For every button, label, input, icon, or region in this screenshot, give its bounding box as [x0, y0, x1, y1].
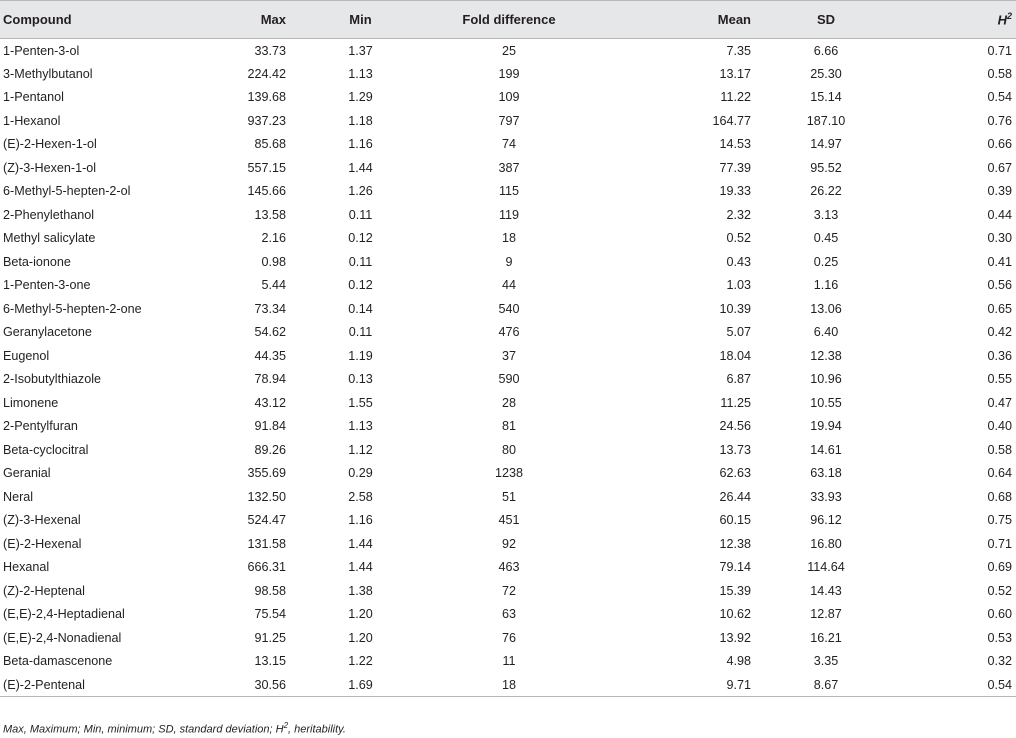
cell-max: 73.34 — [254, 301, 286, 316]
cell-mean: 18.04 — [719, 348, 751, 363]
cell-max: 44.35 — [254, 348, 286, 363]
cell-compound: 1-Pentanol — [3, 90, 64, 105]
cell-mean: 6.87 — [726, 372, 751, 387]
cell-sd: 15.14 — [810, 90, 842, 105]
cell-mean: 79.14 — [719, 560, 751, 575]
cell-compound: Hexanal — [3, 560, 50, 575]
cell-compound: 2-Phenylethanol — [3, 207, 95, 222]
cell-min: 1.20 — [348, 630, 373, 645]
cell-compound: 2-Pentylfuran — [3, 419, 78, 434]
cell-sd: 3.35 — [813, 654, 839, 669]
cell-heritability: 0.56 — [987, 278, 1012, 293]
cell-fold-difference: 28 — [501, 395, 516, 410]
cell-max: 91.25 — [254, 630, 286, 645]
table-row — [0, 485, 1016, 509]
table-row — [0, 391, 1016, 415]
cell-heritability: 0.44 — [987, 207, 1012, 222]
cell-max: 557.15 — [247, 160, 286, 175]
cell-min: 0.13 — [348, 372, 373, 387]
table-row — [0, 650, 1016, 674]
footnote-text-1: Max, Maximum; Min, minimum; SD, standard deviation; H — [3, 723, 284, 736]
cell-mean: 11.22 — [720, 90, 751, 105]
cell-fold-difference: 72 — [501, 583, 516, 598]
cell-compound: 2-Isobutylthiazole — [3, 372, 102, 387]
cell-sd: 63.18 — [810, 466, 842, 481]
cell-sd: 16.80 — [810, 536, 842, 551]
table-row — [0, 603, 1016, 627]
cell-mean: 7.35 — [726, 43, 751, 58]
cell-compound: (E,E)-2,4-Heptadienal — [3, 607, 125, 622]
cell-mean: 4.98 — [726, 654, 751, 669]
cell-mean: 0.52 — [726, 231, 751, 246]
cell-heritability: 0.41 — [987, 254, 1012, 269]
cell-compound: Methyl salicylate — [3, 231, 96, 246]
cell-mean: 77.39 — [719, 160, 751, 175]
table-row — [0, 415, 1016, 439]
cell-min: 0.11 — [348, 254, 373, 269]
cell-mean: 15.39 — [719, 583, 751, 598]
table-row — [0, 509, 1016, 533]
cell-max: 5.44 — [261, 278, 286, 293]
cell-min: 1.44 — [348, 160, 373, 175]
cell-heritability: 0.55 — [987, 372, 1012, 387]
cell-heritability: 0.40 — [987, 419, 1012, 434]
table-row — [0, 673, 1016, 697]
cell-max: 85.68 — [254, 137, 286, 152]
cell-fold-difference: 92 — [501, 536, 516, 551]
cell-compound: (E,E)-2,4-Nonadienal — [3, 630, 122, 645]
header-compound: Compound — [0, 1, 190, 39]
cell-sd: 6.40 — [813, 325, 839, 340]
cell-heritability: 0.54 — [897, 673, 1016, 697]
header-max: Max — [190, 1, 290, 39]
cell-max: 30.56 — [190, 673, 290, 697]
cell-fold-difference: 80 — [501, 442, 516, 457]
cell-sd: 14.43 — [810, 583, 842, 598]
cell-heritability: 0.58 — [987, 66, 1012, 81]
cell-heritability: 0.69 — [987, 560, 1012, 575]
cell-heritability: 0.58 — [987, 442, 1012, 457]
cell-fold-difference: 797 — [498, 113, 520, 128]
cell-heritability: 0.67 — [987, 160, 1012, 175]
cell-mean: 2.32 — [726, 207, 751, 222]
cell-sd: 8.67 — [755, 673, 897, 697]
cell-fold-difference: 590 — [498, 372, 520, 387]
cell-compound: Geranial — [3, 466, 51, 481]
cell-fold-difference: 11 — [502, 654, 516, 669]
cell-max: 89.26 — [254, 442, 286, 457]
cell-compound: (Z)-3-Hexenal — [3, 513, 81, 528]
cell-min: 1.13 — [348, 419, 373, 434]
table-row — [0, 133, 1016, 157]
cell-min: 0.12 — [348, 278, 373, 293]
cell-max: 937.23 — [247, 113, 286, 128]
cell-min: 0.29 — [348, 466, 373, 481]
cell-min: 1.69 — [290, 673, 431, 697]
table-body — [0, 39, 1016, 697]
cell-max: 524.47 — [247, 513, 286, 528]
cell-fold-difference: 119 — [498, 207, 520, 222]
cell-compound: Neral — [3, 489, 34, 504]
cell-heritability: 0.65 — [987, 301, 1012, 316]
cell-sd: 114.64 — [807, 560, 845, 575]
table-row — [0, 556, 1016, 580]
cell-min: 1.16 — [348, 513, 373, 528]
cell-compound: (Z)-3-Hexen-1-ol — [3, 160, 97, 175]
cell-sd: 16.21 — [810, 630, 842, 645]
cell-sd: 12.38 — [810, 348, 842, 363]
cell-mean: 62.63 — [719, 466, 751, 481]
table-row — [0, 62, 1016, 86]
cell-max: 145.66 — [247, 184, 286, 199]
cell-min: 1.16 — [348, 137, 373, 152]
cell-compound: Beta-cyclocitral — [3, 442, 89, 457]
table-row — [0, 86, 1016, 110]
cell-min: 0.11 — [348, 207, 373, 222]
cell-min: 1.22 — [348, 654, 373, 669]
cell-mean: 10.39 — [719, 301, 751, 316]
cell-fold-difference: 76 — [501, 630, 516, 645]
cell-fold-difference: 9 — [505, 254, 513, 269]
cell-heritability: 0.71 — [987, 43, 1012, 58]
cell-sd: 13.06 — [810, 301, 842, 316]
cell-min: 1.38 — [348, 583, 373, 598]
cell-compound: (Z)-2-Heptenal — [3, 583, 85, 598]
cell-sd: 0.45 — [813, 231, 839, 246]
cell-sd: 14.61 — [810, 442, 842, 457]
cell-heritability: 0.64 — [987, 466, 1012, 481]
cell-compound: Beta-damascenone — [3, 654, 113, 669]
cell-max: 139.68 — [247, 90, 286, 105]
cell-heritability: 0.42 — [987, 325, 1012, 340]
cell-heritability: 0.76 — [987, 113, 1012, 128]
cell-fold-difference: 451 — [498, 513, 520, 528]
cell-mean: 9.71 — [587, 673, 755, 697]
cell-mean: 24.56 — [719, 419, 751, 434]
cell-min: 1.37 — [348, 43, 373, 58]
cell-sd: 96.12 — [810, 513, 842, 528]
cell-fold-difference: 476 — [498, 325, 520, 340]
cell-heritability: 0.39 — [987, 184, 1012, 199]
cell-sd: 0.25 — [813, 254, 839, 269]
table-row — [0, 180, 1016, 204]
cell-sd: 95.52 — [810, 160, 842, 175]
table-row — [0, 109, 1016, 133]
table-row — [0, 156, 1016, 180]
cell-sd: 19.94 — [810, 419, 842, 434]
cell-compound: (E)-2-Pentenal — [0, 673, 190, 697]
cell-max: 13.15 — [254, 654, 286, 669]
cell-fold-difference: 51 — [501, 489, 516, 504]
cell-fold-difference: 37 — [501, 348, 516, 363]
cell-min: 1.20 — [348, 607, 373, 622]
cell-fold-difference: 18 — [431, 673, 587, 697]
cell-sd: 1.16 — [813, 278, 839, 293]
cell-mean: 164.77 — [712, 113, 751, 128]
header-h2-base: H — [997, 12, 1007, 28]
cell-max: 33.73 — [254, 43, 286, 58]
cell-min: 1.13 — [348, 66, 373, 81]
table-row — [0, 250, 1016, 274]
cell-mean: 13.73 — [719, 442, 751, 457]
cell-sd: 14.97 — [810, 137, 842, 152]
cell-heritability: 0.68 — [987, 489, 1012, 504]
cell-mean: 19.33 — [719, 184, 751, 199]
cell-max: 224.42 — [247, 66, 286, 81]
cell-mean: 1.03 — [726, 278, 751, 293]
cell-heritability: 0.60 — [987, 607, 1012, 622]
cell-fold-difference: 115 — [498, 184, 520, 199]
cell-fold-difference: 463 — [498, 560, 520, 575]
footnote-sup: 2 — [283, 721, 289, 730]
cell-heritability: 0.54 — [987, 90, 1012, 105]
table-row — [0, 227, 1016, 251]
cell-sd: 33.93 — [810, 489, 842, 504]
header-sd: SD — [755, 1, 897, 39]
cell-min: 1.29 — [348, 90, 373, 105]
header-h2-sup: 2 — [1006, 11, 1012, 22]
cell-max: 2.16 — [261, 231, 286, 246]
cell-max: 666.31 — [247, 560, 286, 575]
cell-max: 75.54 — [254, 607, 286, 622]
cell-sd: 25.30 — [810, 66, 842, 81]
cell-sd: 10.55 — [810, 395, 842, 410]
cell-compound: 1-Hexanol — [3, 113, 61, 128]
cell-heritability: 0.53 — [987, 630, 1012, 645]
cell-heritability: 0.52 — [987, 583, 1012, 598]
table-row — [0, 321, 1016, 345]
cell-compound: Geranylacetone — [3, 325, 92, 340]
cell-max: 13.58 — [254, 207, 286, 222]
cell-min: 1.26 — [348, 184, 373, 199]
footnote-text-2: , heritability. — [288, 723, 346, 736]
table-row — [0, 203, 1016, 227]
cell-mean: 12.38 — [719, 536, 751, 551]
cell-max: 43.12 — [254, 395, 286, 410]
cell-mean: 13.17 — [719, 66, 751, 81]
cell-min: 1.19 — [348, 348, 373, 363]
cell-compound: (E)-2-Hexenal — [3, 536, 82, 551]
cell-min: 0.12 — [348, 231, 373, 246]
cell-max: 0.98 — [261, 254, 286, 269]
cell-max: 54.62 — [254, 325, 286, 340]
cell-max: 131.58 — [247, 536, 286, 551]
table-footnote — [3, 721, 346, 736]
cell-fold-difference: 1238 — [494, 466, 524, 481]
cell-min: 1.12 — [348, 442, 373, 457]
header-mean: Mean — [587, 1, 755, 39]
cell-min: 0.14 — [348, 301, 373, 316]
table-row — [0, 297, 1016, 321]
cell-min: 0.11 — [348, 325, 373, 340]
cell-fold-difference: 199 — [498, 66, 520, 81]
cell-fold-difference: 387 — [498, 160, 520, 175]
cell-min: 1.44 — [348, 536, 373, 551]
cell-fold-difference: 18 — [501, 231, 516, 246]
cell-max: 132.50 — [247, 489, 286, 504]
cell-mean: 14.53 — [719, 137, 751, 152]
cell-fold-difference: 74 — [501, 137, 516, 152]
table-row — [0, 626, 1016, 650]
cell-heritability: 0.47 — [987, 395, 1012, 410]
cell-compound: 1-Penten-3-ol — [3, 43, 80, 58]
cell-heritability: 0.71 — [987, 536, 1012, 551]
cell-fold-difference: 44 — [501, 278, 516, 293]
cell-mean: 5.07 — [726, 325, 751, 340]
table-row — [0, 532, 1016, 556]
cell-mean: 13.92 — [719, 630, 751, 645]
cell-min: 1.55 — [348, 395, 373, 410]
cell-min: 1.18 — [348, 113, 373, 128]
cell-mean: 11.25 — [720, 395, 751, 410]
cell-compound: Limonene — [3, 395, 59, 410]
cell-compound: Beta-ionone — [3, 254, 71, 269]
cell-mean: 26.44 — [719, 489, 751, 504]
table-row — [0, 274, 1016, 298]
cell-compound: 3-Methylbutanol — [3, 66, 93, 81]
cell-heritability: 0.30 — [987, 231, 1012, 246]
table-row — [0, 368, 1016, 392]
cell-mean: 10.62 — [719, 607, 751, 622]
cell-heritability: 0.75 — [987, 513, 1012, 528]
header-row — [0, 1, 1016, 39]
header-heritability — [897, 1, 1016, 39]
table-row — [0, 579, 1016, 603]
cell-heritability: 0.36 — [987, 348, 1012, 363]
cell-fold-difference: 25 — [501, 43, 516, 58]
cell-sd: 12.87 — [810, 607, 842, 622]
cell-sd: 10.96 — [810, 372, 842, 387]
header-min: Min — [290, 1, 431, 39]
cell-heritability: 0.32 — [987, 654, 1012, 669]
cell-compound: (E)-2-Hexen-1-ol — [3, 137, 97, 152]
cell-fold-difference: 109 — [498, 90, 520, 105]
cell-min: 1.44 — [348, 560, 373, 575]
cell-sd: 6.66 — [813, 43, 839, 58]
cell-heritability: 0.66 — [987, 137, 1012, 152]
cell-max: 98.58 — [254, 583, 286, 598]
table-row — [0, 438, 1016, 462]
table-row — [0, 344, 1016, 368]
cell-mean: 0.43 — [726, 254, 751, 269]
table-row — [0, 462, 1016, 486]
cell-max: 78.94 — [254, 372, 286, 387]
cell-sd: 26.22 — [810, 184, 842, 199]
cell-compound: 6-Methyl-5-hepten-2-ol — [3, 184, 131, 199]
cell-compound: Eugenol — [3, 348, 50, 363]
cell-sd: 3.13 — [813, 207, 839, 222]
cell-fold-difference: 63 — [501, 607, 516, 622]
cell-sd: 187.10 — [806, 113, 846, 128]
header-fold-difference: Fold difference — [431, 1, 587, 39]
cell-compound: 1-Penten-3-one — [3, 278, 91, 293]
cell-fold-difference: 81 — [501, 419, 516, 434]
cell-max: 355.69 — [247, 466, 286, 481]
cell-min: 2.58 — [348, 489, 373, 504]
table-row — [0, 39, 1016, 63]
cell-fold-difference: 540 — [498, 301, 520, 316]
cell-mean: 60.15 — [719, 513, 751, 528]
cell-max: 91.84 — [254, 419, 286, 434]
cell-compound: 6-Methyl-5-hepten-2-one — [3, 301, 142, 316]
